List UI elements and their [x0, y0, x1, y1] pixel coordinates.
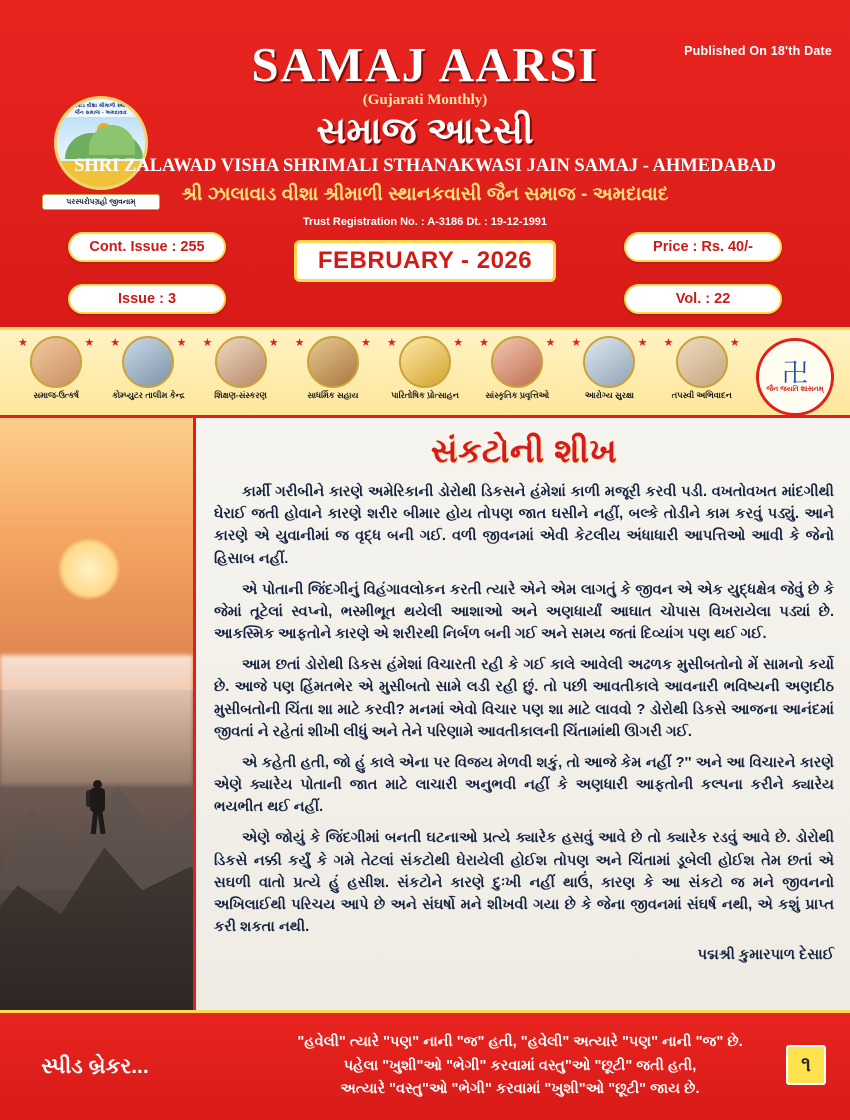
- article-byline: પદ્મશ્રી કુમારપાળ દેસાઈ: [697, 947, 834, 964]
- jain-jayati-shasanam-emblem: [756, 338, 834, 416]
- star-icon: ★: [545, 337, 556, 349]
- activities-icon-strip: [0, 330, 850, 418]
- photo-hiker-figure: [84, 780, 110, 834]
- footer-quote-line: "હવેલી" ત્યારે "પણ" નાની "જ" હતી, "હવેલી" અત્યારે "પણ" નાની "જ" છે.: [297, 1034, 743, 1051]
- education-icon: [215, 336, 267, 388]
- star-icon: ★: [268, 337, 279, 349]
- star-icon: ★: [361, 337, 371, 349]
- activity-item[interactable]: [10, 334, 102, 401]
- star-icon: ★: [176, 337, 187, 349]
- article-section: [0, 418, 850, 1010]
- issue-month-badge: FEBRUARY - 2026: [294, 240, 556, 282]
- computer-training-icon: [122, 336, 174, 388]
- volume-badge: Vol. : 22: [624, 284, 782, 314]
- star-icon: ★: [479, 337, 489, 349]
- organization-name-gujarati: શ્રી ઝાલાવાડ વીશા શ્રીમાળી સ્થાનકવાસી જૈન સમાજ - અમદાવાદ: [181, 184, 669, 205]
- activity-label: તપસ્વી અભિવાદન: [671, 390, 732, 400]
- emblem-label: જૈન જયતિ શાસનમ્: [766, 386, 824, 393]
- activity-item[interactable]: [656, 334, 748, 401]
- helping-hands-icon: [307, 336, 359, 388]
- star-icon: ★: [202, 337, 213, 349]
- activity-item[interactable]: [194, 334, 286, 401]
- article-paragraph: એણે જોયું કે જિંદગીમાં બનતી ઘટનાઓ પ્રત્યે ક્યારેક હસવું આવે છે તો ક્યારેક રડવું આવે છે. ડોરોથી ડિકસે નક્કી કર્યું કે ગમે તેટલાં સંકટોથી ઘેરાયેલી હોઈશ તોપણ અને ચિંતામાં ડૂબેલી હોઈશ તેમ છતાં એ સઘળી વાતો પ્રત્યે હું હસીશ. સંકટોને કારણે દુઃખી નહીં થાઉં, કારણ કે આ સંકટો જ મને જીવનનો અખિલાઈથી પરિચય આપે છે અને સંઘર્ષો મને શીખવી ગયા છે કે જેના જીવનમાં સંઘર્ષ નથી, એ કશું પ્રાપ્ત કરી શકતા નથી.: [214, 830, 834, 936]
- article-photo: [0, 418, 196, 1010]
- activity-label: સાધર્મિક સહાય: [307, 390, 359, 400]
- article-headline: સંકટોની શીખ: [430, 432, 618, 469]
- star-icon: ★: [637, 337, 648, 349]
- trust-registration-label: Trust Registration No. : A-3186 Dt. : 19-12-1991: [302, 216, 548, 228]
- star-icon: ★: [294, 337, 305, 349]
- star-icon: ★: [386, 337, 397, 349]
- organization-name-english: SHRI ZALAWAD VISHA SHRIMALI STHANAKWASI JAIN SAMAJ - AHMEDABAD: [74, 156, 776, 176]
- tapasvi-icon: [676, 336, 728, 388]
- stethoscope-icon: [583, 336, 635, 388]
- activity-item[interactable]: [563, 334, 655, 401]
- activity-item[interactable]: [379, 334, 471, 401]
- activity-label: આરોગ્ય સુરક્ષા: [584, 390, 634, 400]
- article-text-column: [196, 418, 850, 1010]
- activity-label: સમાજ-ઉત્કર્ષ: [33, 390, 79, 400]
- footer-quote: [190, 1031, 850, 1102]
- logo-ring-text: શ્રી ઝાલાવાડ વીશા શ્રીમાળી સ્થાનકવાસી જૈન સમાજ - અમદાવાદ: [58, 103, 144, 116]
- published-on-label: Published On 18'th Date: [684, 44, 832, 58]
- footer-quote-line: પહેલા "ખુશી"ઓ "ભેગી" કરવામાં વસ્તુ"ઓ "છૂટી" જતી હતી,: [343, 1057, 697, 1074]
- activity-label: સાંસ્કૃતિક પ્રવૃત્તિઓ: [485, 390, 549, 400]
- activity-item[interactable]: [102, 334, 194, 401]
- page-title: SAMAJ AARSI: [251, 37, 599, 92]
- trophy-icon: [399, 336, 451, 388]
- article-paragraph: કાર્મી ગરીબીને કારણે અમેરિકાની ડોરોથી ડિકસને હંમેશાં કાળી મજૂરી કરવી પડી. વખતોવખત માંદગીથી ઘેરાઈ જતી હોવાને કારણે શરીર બીમાર હોય તોપણ જાત ઘસીને નહીં, બલ્કે તોડીને કામ કરવું પડ્યું. આને કારણે એ યુવાનીમાં જ વૃદ્ધ બની ગઈ. વળી જીવનમાં એવી કેટલીય અંધાધારી આપત્તિઓ આવી કે જેનો હિસાબ નહીં.: [214, 484, 834, 567]
- price-badge: Price : Rs. 40/-: [624, 232, 782, 262]
- activity-item[interactable]: [471, 334, 563, 401]
- star-icon: ★: [18, 337, 28, 349]
- article-body: [214, 481, 834, 938]
- star-icon: ★: [453, 337, 464, 349]
- footer-speed-breaker: [0, 1010, 850, 1120]
- cont-issue-badge: Cont. Issue : 255: [68, 232, 226, 262]
- star-icon: ★: [729, 337, 740, 349]
- speed-breaker-label: સ્પીડ બ્રેકર...: [41, 1054, 149, 1078]
- cultural-activities-icon: [491, 336, 543, 388]
- article-paragraph: એ પોતાની જિંદગીનું વિહંગાવલોકન કરતી ત્યારે એને એમ લાગતું કે જીવન એ એક યુદ્ધક્ષેત્ર જેવું છે કે જેમાં તૂટેલાં સ્વપ્નો, ભસ્મીભૂત થયેલી આશાઓ અને અણધાર્યાં આઘાત ચોપાસ વિખરાયેલા પડ્યાં છે. આકસ્મિક આફતોને કારણે એ શરીરથી નિર્બળ બની ગઈ અને સમય જતાં દિવ્યાંગ પણ થઈ ગઈ.: [214, 581, 834, 643]
- star-icon: ★: [663, 337, 674, 349]
- star-icon: ★: [84, 337, 95, 349]
- masthead: [0, 0, 850, 330]
- activity-item[interactable]: [287, 334, 379, 401]
- activity-label: શિક્ષણ-સંસ્કરણ: [214, 390, 267, 400]
- article-paragraph: આમ છતાં ડોરોથી ડિકસ હંમેશાં વિચારતી રહી કે ગઈ કાલે આવેલી અઢળક મુસીબતોનો મેં સામનો કર્યો છે. આજે પણ હિંમતભેર એ મુસીબતો સામે લડી રહી છું. તો પછી આવતીકાલે આવનારી ભવિષ્યની અણદીઠ મુસીબતોની ચિંતા શા માટે કરવી? મનમાં એવો વિચાર પણ શા માટે લાવવો ? ડોરોથી ડિકસે આજના આનંદમાં જીવતાં ને રહેતાં શીખી લીધું અને તેને પરિણામે આવતીકાલની ચિંતામાંથી ઊગરી ગઈ.: [214, 657, 834, 740]
- title-gujarati: સમાજ આરસી: [316, 110, 534, 151]
- footer-quote-line: અત્યારે "વસ્તુ"ઓ "ભેગી" કરવામાં "ખુશી"ઓ "છૂટી" જાય છે.: [340, 1081, 700, 1098]
- issue-badge: Issue : 3: [68, 284, 226, 314]
- star-icon: ★: [110, 337, 121, 349]
- logo-motto: પરસ્પરોપગ્રહો જીવનામ્: [42, 194, 160, 210]
- star-icon: ★: [571, 337, 582, 349]
- title-subtitle: (Gujarati Monthly): [362, 92, 488, 108]
- photo-sun: [58, 538, 120, 600]
- family-icon: [30, 336, 82, 388]
- swastika-icon: 卍: [781, 358, 808, 388]
- photo-clouds: [0, 655, 193, 785]
- page-number-badge: ૧: [786, 1045, 826, 1085]
- activity-label: પારિતોષિક પ્રોત્સાહન: [391, 390, 459, 400]
- article-paragraph: એ કહેતી હતી, જો હું કાલે એના પર વિજય મેળવી શકું, તો આજે કેમ નહીં ?'' અને આ વિચારને કારણે એણે ક્યારેય પોતાની જાત માટે લાચારી અનુભવી નહીં કે અણધારી આફતોની કલ્પના કરીને ક્યારેય ભયભીત થઈ નહીં.: [214, 754, 834, 816]
- activity-label: કોમ્પ્યુટર તાલીમ કેન્દ્ર: [112, 390, 185, 400]
